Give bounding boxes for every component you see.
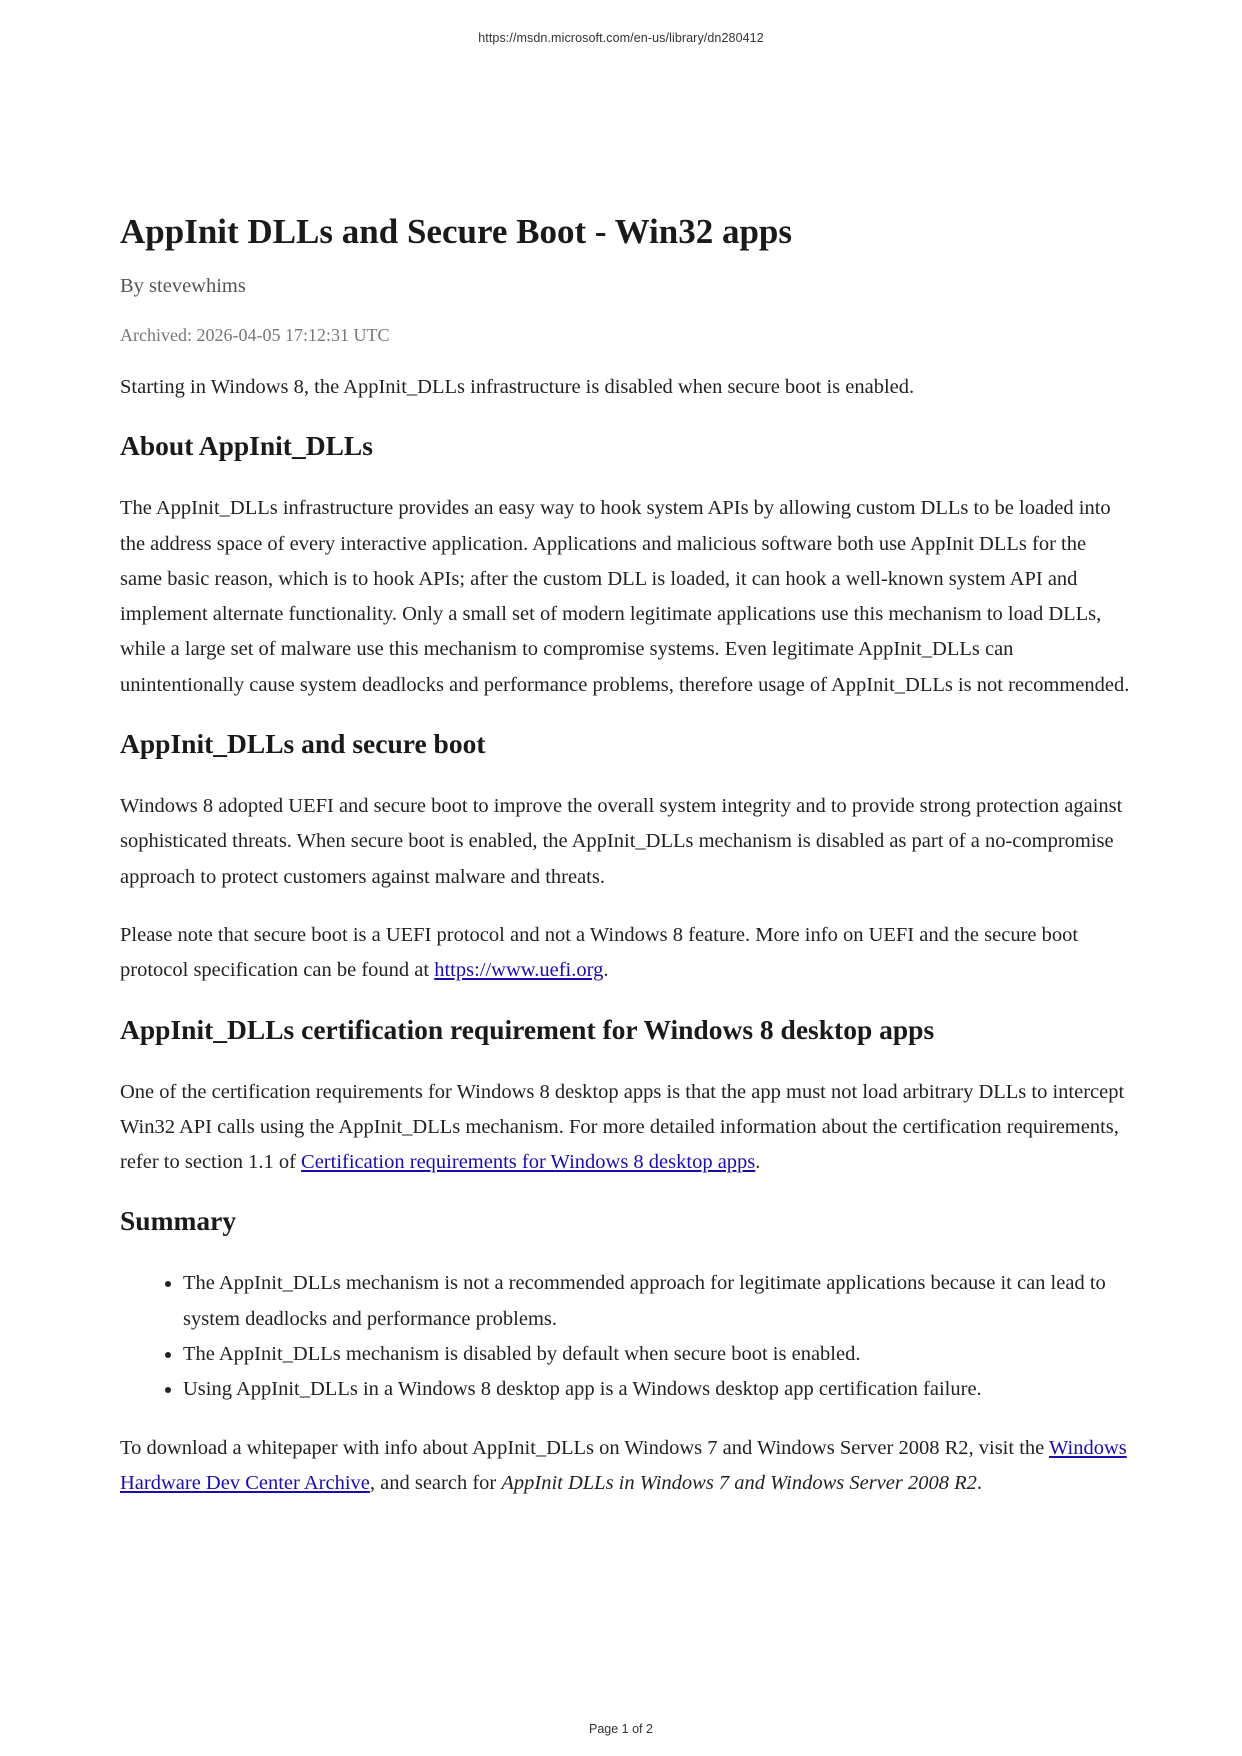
certification-text: One of the certification requirements for Windows 8 desktop apps is that the app must not load arbitrary DLLs to intercept Win32 API calls using the AppInit_DLLs mechanism. For more detailed information about the certification requirements, refer to section 1.1 of <box>120 1080 1125 1174</box>
uefi-note-text: Please note that secure boot is a UEFI protocol and not a Windows 8 feature. More info on UEFI and the secure boot protocol specification can be found at <box>120 923 1079 982</box>
page-number: Page 1 of 2 <box>589 1722 653 1736</box>
closing-paragraph <box>120 1431 1130 1502</box>
closing-end: . <box>976 1471 982 1494</box>
secure-boot-paragraph: Windows 8 adopted UEFI and secure boot to improve the overall system integrity and to provide strong protection against sophisticated threats. When secure boot is enabled, the AppInit_DLLs mechanism is disabled as part of a no-compromise approach to protect customers against malware and threats. <box>120 795 1123 888</box>
uefi-note-end: . <box>603 959 609 982</box>
uefi-note-paragraph <box>120 918 1130 989</box>
section-heading-secure-boot: AppInit_DLLs and secure boot <box>120 728 486 760</box>
author-byline: By stevewhims <box>120 275 246 297</box>
summary-item: • The AppInit_DLLs mechanism is not a recommended approach for legitimate applications because it can lead to system deadlocks and performance problems. <box>183 1266 1130 1337</box>
closing-middle: , and search for <box>369 1471 502 1494</box>
summary-list <box>120 1266 1130 1407</box>
closing-text: To download a whitepaper with info about AppInit_DLLs on Windows 7 and Windows Server 2008 R2, visit the <box>120 1436 1049 1459</box>
certification-requirements-link[interactable]: Certification requirements for Windows 8 desktop apps <box>301 1151 756 1174</box>
certification-end: . <box>755 1151 761 1174</box>
page-title: AppInit DLLs and Secure Boot - Win32 apps <box>120 212 793 251</box>
section-heading-certification: AppInit_DLLs certification requirement for Windows 8 desktop apps <box>120 1013 935 1045</box>
archived-timestamp: Archived: 2026-04-05 17:12:31 UTC <box>120 325 390 345</box>
article <box>120 210 1130 1524</box>
dev-center-archive-link[interactable]: Windows Hardware Dev Center Archive <box>120 1436 1127 1494</box>
uefi-link[interactable]: https://www.uefi.org <box>434 959 604 982</box>
search-term: AppInit DLLs in Windows 7 and Windows Server 2008 R2 <box>501 1471 977 1494</box>
intro-paragraph: Starting in Windows 8, the AppInit_DLLs infrastructure is disabled when secure boot is enabled. <box>120 376 915 398</box>
section-heading-about: About AppInit_DLLs <box>120 430 373 462</box>
summary-item: • The AppInit_DLLs mechanism is disabled by default when secure boot is enabled. <box>183 1337 1130 1372</box>
section-heading-summary: Summary <box>120 1205 237 1237</box>
certification-paragraph <box>120 1075 1130 1181</box>
summary-item: • Using AppInit_DLLs in a Windows 8 desktop app is a Windows desktop app certification failure. <box>183 1372 1130 1407</box>
page-url-header: https://msdn.microsoft.com/en-us/library/dn280412 <box>478 31 764 45</box>
about-paragraph: The AppInit_DLLs infrastructure provides an easy way to hook system APIs by allowing custom DLLs to be loaded into the address space of every interactive application. Applications and malicious software both use AppInit DLLs for the same basic reason, which is to hook APIs; after the custom DLL is loaded, it can hook a well-known system API and implement alternate functionality. Only a small set of modern legitimate applications use this mechanism to load DLLs, while a large set of malware use this mechanism to compromise systems. Even legitimate AppInit_DLLs can unintentionally cause system deadlocks and performance problems, therefore usage of AppInit_DLLs is not recommended. <box>120 497 1130 696</box>
